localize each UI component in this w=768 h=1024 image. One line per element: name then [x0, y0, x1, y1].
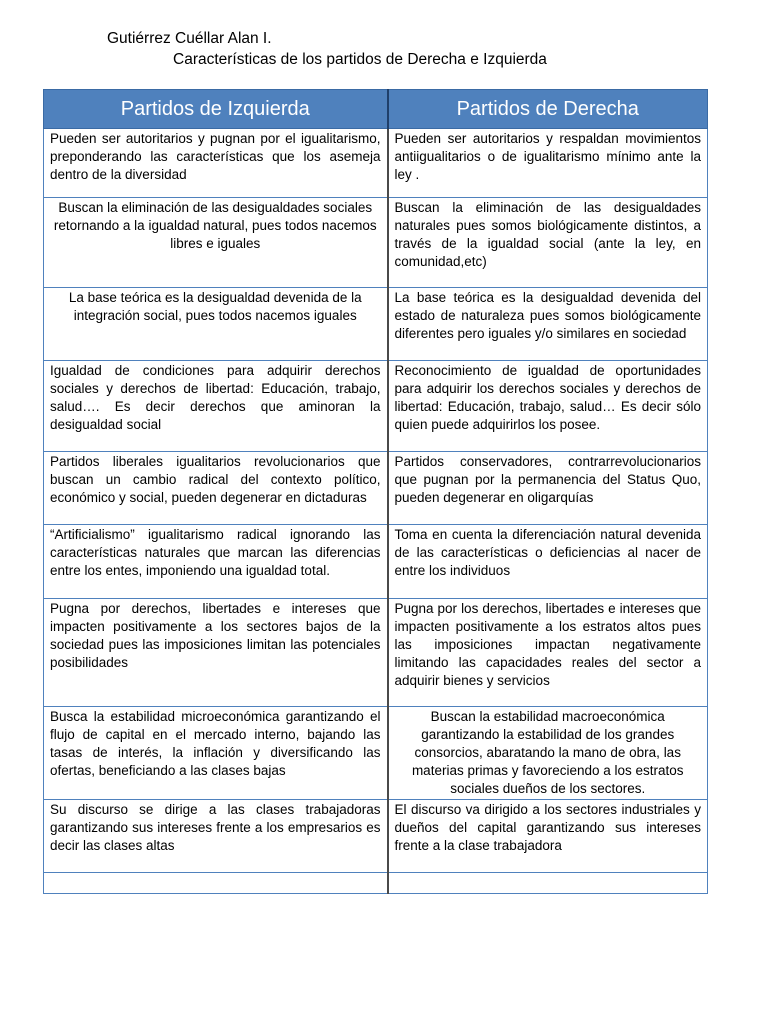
author-name: Gutiérrez Cuéllar Alan I. [107, 30, 272, 47]
table-row [44, 707, 708, 800]
document-title: Características de los partidos de Derecha e Izquierda [173, 51, 547, 68]
table-row [44, 599, 708, 707]
cell-derecha: Pugna por los derechos, libertades e intereses que impacten positivamente a los estratos altos pues las imposiciones impactan negativamente limitando las capacidades reales del sector a adquirir bienes y servicios [388, 599, 708, 707]
cell-derecha: Pueden ser autoritarios y respaldan movimientos antiigualitarios o de igualitarismo mínimo ante la ley . [388, 129, 708, 198]
table-row [44, 525, 708, 599]
cell-derecha [388, 873, 708, 894]
table-header-row [44, 90, 708, 129]
table-row [44, 452, 708, 525]
table-row [44, 129, 708, 198]
cell-derecha: Buscan la eliminación de las desigualdades naturales pues somos biológicamente distintos, a través de la igualdad social (ante la ley, en comunidad,etc) [388, 198, 708, 288]
cell-derecha: Partidos conservadores, contrarrevolucionarios que pugnan por la permanencia del Status Quo, pueden degenerar en oligarquías [388, 452, 708, 525]
cell-derecha: Buscan la estabilidad macroeconómica garantizando la estabilidad de los grandes consorcios, abaratando la mano de obra, las materias primas y favoreciendo a los estratos sociales dueños de los sectores. [388, 707, 708, 800]
cell-izquierda [44, 873, 388, 894]
cell-izquierda: Su discurso se dirige a las clases trabajadoras garantizando sus intereses frente a los empresarios es decir las clases altas [44, 800, 388, 873]
cell-derecha: Toma en cuenta la diferenciación natural devenida de las características o deficiencias al nacer de entre los individuos [388, 525, 708, 599]
cell-izquierda: La base teórica es la desigualdad devenida de la integración social, pues todos nacemos iguales [44, 288, 388, 361]
cell-izquierda: Busca la estabilidad microeconómica garantizando el flujo de capital en el mercado interno, bajando las tasas de interés, la inflación y diversificando las ofertas, beneficiando a las clases bajas [44, 707, 388, 800]
table-row [44, 361, 708, 452]
cell-izquierda: Buscan la eliminación de las desigualdades sociales retornando a la igualdad natural, pues todos nacemos libres e iguales [44, 198, 388, 288]
cell-izquierda: Partidos liberales igualitarios revolucionarios que buscan un cambio radical del contexto político, económico y social, pueden degenerar en dictaduras [44, 452, 388, 525]
cell-derecha: La base teórica es la desigualdad devenida del estado de naturaleza pues somos biológicamente diferentes pero iguales y/o similares en sociedad [388, 288, 708, 361]
cell-izquierda: Pugna por derechos, libertades e intereses que impacten positivamente a los sectores bajos de la sociedad pues las imposiciones limitan las potenciales posibilidades [44, 599, 388, 707]
table-row [44, 288, 708, 361]
cell-izquierda: “Artificialismo” igualitarismo radical ignorando las características naturales que marcan las diferencias entre los entes, imponiendo una igualdad total. [44, 525, 388, 599]
cell-izquierda: Igualdad de condiciones para adquirir derechos sociales y derechos de libertad: Educación, trabajo, salud…. Es decir derechos que aminoran la desigualdad social [44, 361, 388, 452]
table-row-empty [44, 873, 708, 894]
cell-izquierda: Pueden ser autoritarios y pugnan por el igualitarismo, preponderando las características que los asemeja dentro de la diversidad [44, 129, 388, 198]
table-row [44, 198, 708, 288]
cell-derecha: El discurso va dirigido a los sectores industriales y dueños del capital garantizando sus intereses frente a la clase trabajadora [388, 800, 708, 873]
header-derecha: Partidos de Derecha [388, 90, 708, 129]
cell-derecha: Reconocimiento de igualdad de oportunidades para adquirir los derechos sociales y derechos de libertad: Educación, trabajo, salud… Es decir sólo quien puede adquirirlos los posee. [388, 361, 708, 452]
table-row [44, 800, 708, 873]
comparison-table [43, 89, 708, 894]
header-izquierda: Partidos de Izquierda [44, 90, 388, 129]
